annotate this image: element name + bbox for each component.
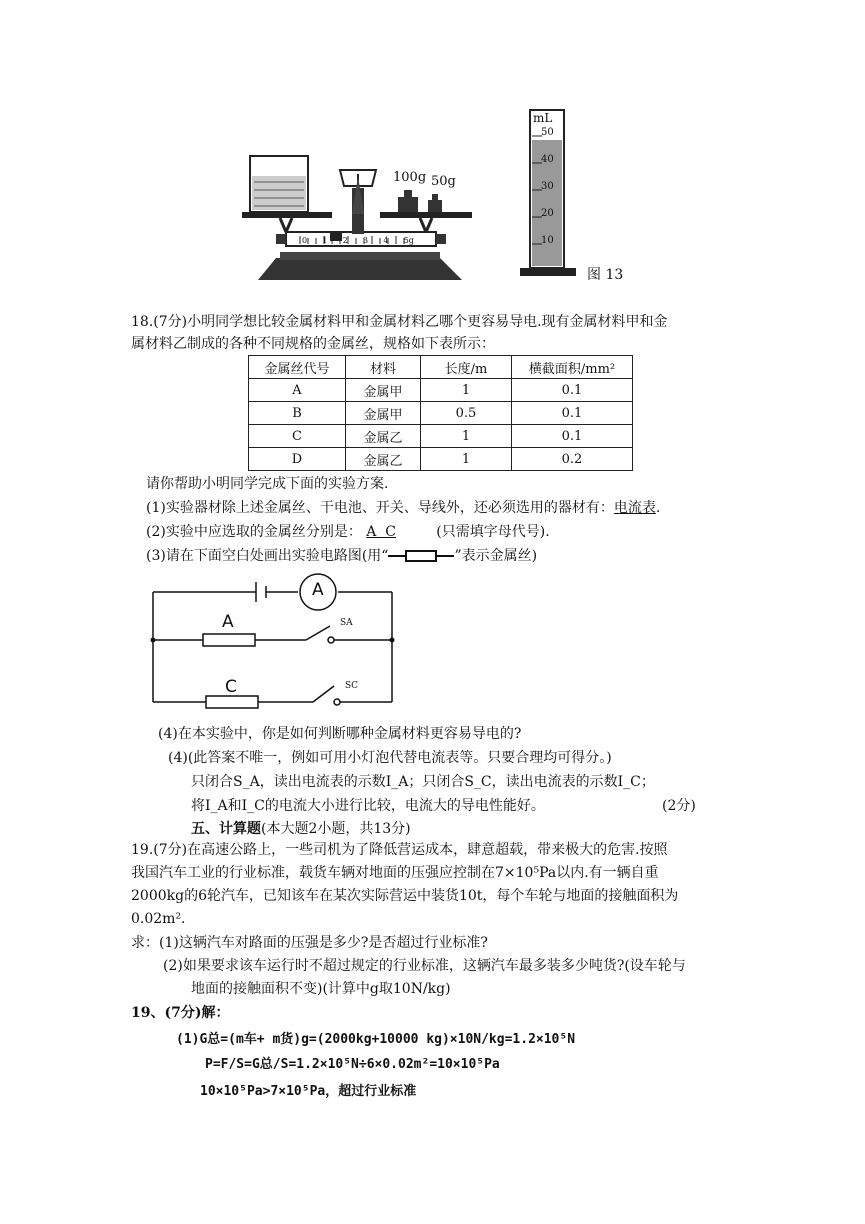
q18-part4: (4)在本实验中，你是如何判断哪种金属材料更容易导电的? [158, 726, 522, 742]
q18-intro-line1: 18.(7分)小明同学想比较金属材料甲和金属材料乙哪个更容易导电.现有金属材料甲和金 [131, 314, 668, 330]
section5-subtitle: (本大题2小题，共13分) [261, 821, 411, 837]
q19-line4: 0.02m². [131, 911, 186, 927]
q19-solution-line2: P=F/S=G总/S=1.2×10⁵N÷6×0.02m²=10×10⁵Pa [205, 1057, 500, 1072]
q18-part3 [146, 546, 537, 566]
part2-answer: A C [366, 524, 397, 540]
table-cell: 金属乙 [346, 425, 421, 448]
resistor-c-label: C [225, 677, 237, 697]
q19-ask2: (2)如果要求该车运行时不超过规定的行业标准，这辆汽车最多装多少吨货?(设车轮与 [163, 958, 686, 974]
q19-ask1: 求：(1)这辆汽车对路面的压强是多少?是否超过行业标准? [131, 935, 488, 951]
q19-line1: 19.(7分)在高速公路上，一些司机为了降低营运成本，肆意超载，带来极大的危害.按照 [131, 842, 668, 858]
q18-part1 [146, 498, 660, 518]
part1-answer: 电流表 [613, 500, 656, 516]
table-cell: 1 [421, 379, 512, 402]
part1-text: (1)实验器材除上述金属丝、干电池、开关、导线外，还必须选用的器材有： [146, 500, 614, 516]
table-row [249, 379, 633, 402]
resistor-a-label: A [222, 612, 234, 632]
cylinder-tick-30: 30 [541, 181, 554, 192]
scale-tick: 5g [403, 236, 414, 245]
ammeter-label: A [312, 580, 324, 600]
part2-text: (2)实验中应选取的金属丝分别是： [146, 524, 362, 540]
section5-heading [191, 819, 411, 839]
scale-tick: 3 [363, 236, 369, 245]
q18-part2 [146, 522, 550, 542]
q19-solution-line1: (1)G总=(m车+ m货)g=(2000kg+10000 kg)×10N/kg=1.2×10⁵N [176, 1032, 576, 1047]
table-header-cell: 金属丝代号 [249, 356, 346, 379]
q19-solution-line3: 10×10⁵Pa>7×10⁵Pa，超过行业标准 [200, 1084, 417, 1099]
table-cell: 0.1 [512, 402, 633, 425]
table-cell: 0.1 [512, 379, 633, 402]
figure-caption: 图 13 [587, 267, 624, 283]
cylinder-tick-10: 10 [541, 235, 554, 246]
cylinder-tick-20: 20 [541, 208, 554, 219]
scale-tick: 1 [322, 236, 328, 245]
q18-answer4-score: (2分) [662, 798, 696, 814]
q18-intro-line2: 属材料乙制成的各种不同规格的金属丝，规格如下表所示： [131, 336, 495, 352]
cylinder-tick-40: 40 [541, 154, 554, 165]
part1-end: . [655, 500, 661, 516]
weight-50g-label: 50g [431, 174, 456, 189]
q19-ask3: 地面的接触面积不变)(计算中g取10N/kg) [191, 981, 451, 997]
table-cell: 1 [421, 425, 512, 448]
switch-a-label: SA [340, 618, 353, 628]
switch-c-label: SC [345, 681, 359, 691]
table-cell: 金属甲 [346, 402, 421, 425]
table-cell: C [249, 425, 346, 448]
section5-title: 五、计算题 [191, 821, 261, 837]
circuit-diagram [148, 572, 398, 712]
q18-answer4-line1: (4)(此答案不唯一，例如可用小灯泡代替电流表等。只要合理均可得分。) [168, 750, 612, 766]
table-header-row [249, 356, 633, 379]
table-row [249, 425, 633, 448]
table-cell: 0.1 [512, 425, 633, 448]
part3-text-b: ”表示金属丝) [454, 548, 538, 564]
table-cell: 1 [421, 448, 512, 471]
balance-figure [240, 140, 480, 285]
cylinder-unit: mL [533, 111, 553, 125]
table-cell: 0.5 [421, 402, 512, 425]
table-cell: B [249, 402, 346, 425]
weight-100g-label: 100g [393, 170, 427, 185]
q18-answer4-line3: 将I_A和I_C的电流大小进行比较，电流大的导电性能好。 [191, 798, 545, 814]
scale-tick: 4 [383, 236, 389, 245]
q19-solution-title: 19、(7分)解： [131, 1005, 230, 1021]
scale-tick: 2 [342, 236, 348, 245]
q19-line3: 2000kg的6轮汽车，已知该车在某次实际营运中装货10t，每个车轮与地面的接触面积为 [131, 888, 679, 904]
q18-answer4-line2: 只闭合S_A，读出电流表的示数I_A；只闭合S_C，读出电流表的示数I_C； [191, 774, 655, 790]
table-cell: 金属甲 [346, 379, 421, 402]
table-header-cell: 横截面积/mm² [512, 356, 633, 379]
table-header-cell: 材料 [346, 356, 421, 379]
q19-line2: 我国汽车工业的行业标准，载货车辆对地面的压强应控制在7×10⁵Pa以内.有一辆自重 [131, 865, 659, 881]
table-cell: D [249, 448, 346, 471]
table-cell: 金属乙 [346, 448, 421, 471]
resistor-symbol-icon [388, 549, 454, 563]
part2-end: (只需填字母代号). [436, 524, 550, 540]
part3-text-a: (3)请在下面空白处画出实验电路图(用“ [146, 548, 389, 564]
scale-ticks [302, 236, 414, 245]
table-cell: A [249, 379, 346, 402]
wire-spec-table [248, 355, 633, 471]
scale-tick: 0 [302, 236, 308, 245]
cylinder-tick-50: 50 [541, 127, 554, 138]
table-row [249, 448, 633, 471]
table-cell: 0.2 [512, 448, 633, 471]
table-row [249, 402, 633, 425]
table-header-cell: 长度/m [421, 356, 512, 379]
q18-prompt: 请你帮助小明同学完成下面的实验方案. [146, 476, 389, 492]
